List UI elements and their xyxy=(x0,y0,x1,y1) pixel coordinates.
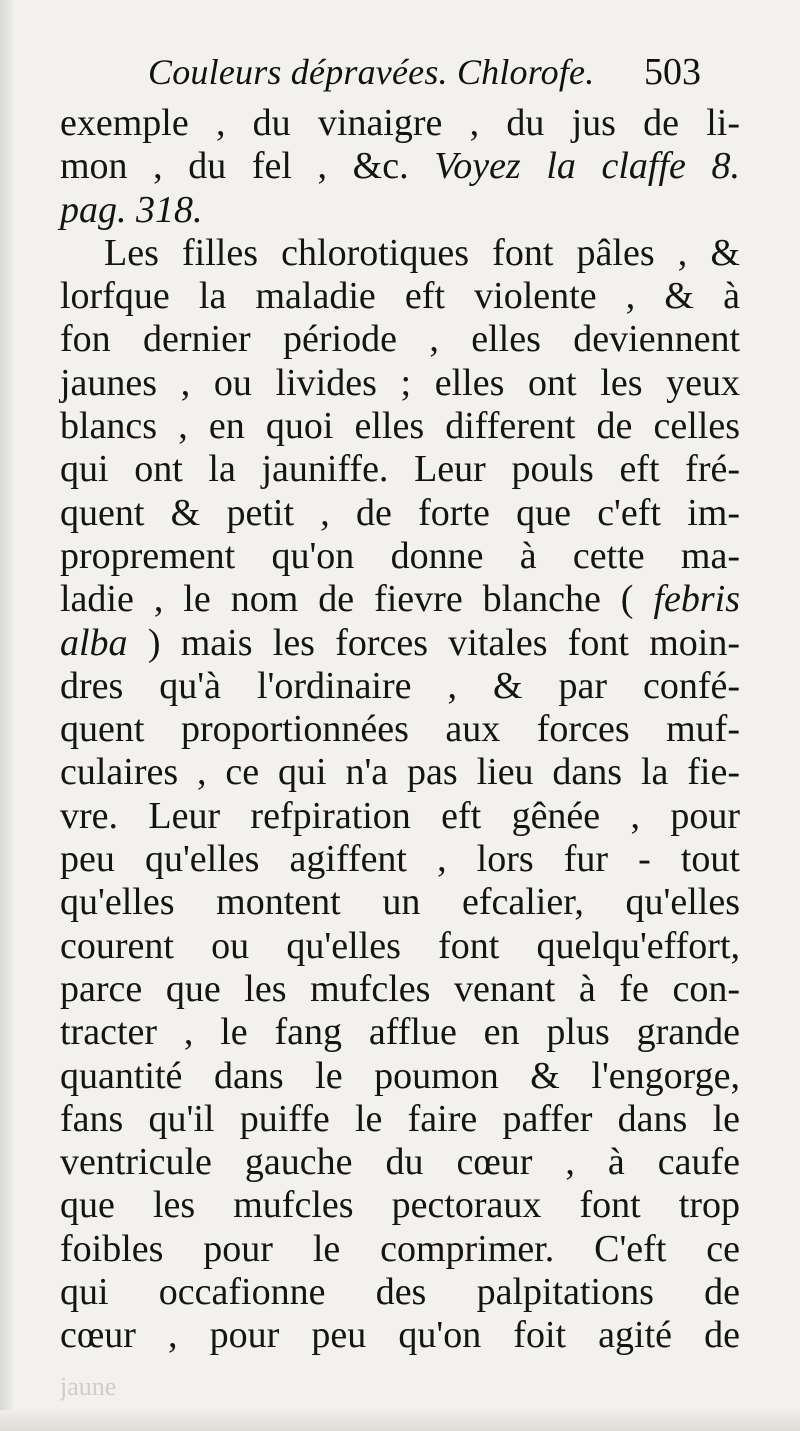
text-run: ventricule gauche du cœur , à caufe xyxy=(60,1141,740,1184)
text-line xyxy=(60,275,740,318)
text-run: cœur , pour peu qu'on foit agité de xyxy=(60,1314,740,1357)
text-line xyxy=(60,189,740,232)
text-line xyxy=(60,968,740,1011)
text-run: culaires , ce qui n'a pas lieu dans la fie- xyxy=(60,751,740,794)
bleed-through-text: jaune xyxy=(60,1372,117,1401)
italic-text-run: alba xyxy=(60,621,128,664)
text-run: que les mufcles pectoraux font trop xyxy=(60,1184,740,1227)
text-line xyxy=(60,665,740,708)
text-run: jaunes , ou livides ; elles ont les yeux xyxy=(60,361,740,404)
text-run: qu'elles montent un efcalier, qu'elles xyxy=(60,881,740,924)
text-run: fans qu'il puiffe le faire paffer dans le xyxy=(60,1097,740,1140)
text-line xyxy=(60,1184,740,1227)
page-number: 503 xyxy=(644,51,701,93)
text-line xyxy=(60,838,740,881)
text-run: fon dernier période , elles deviennent xyxy=(60,318,740,361)
text-run: quent & petit , de forte que c'eft im- xyxy=(60,491,740,534)
text-line xyxy=(60,448,740,491)
text-run: vre. Leur refpiration eft gênée , pour xyxy=(60,794,740,837)
text-run: exemple , du vinaigre , du jus de li- xyxy=(60,102,740,144)
text-line xyxy=(60,1098,740,1141)
text-line xyxy=(60,622,740,665)
text-run: ) mais les forces vitales font moin- xyxy=(127,621,740,664)
text-run: foibles pour le comprimer. C'eft ce xyxy=(60,1227,740,1270)
text-run: qui occafionne des palpitations de xyxy=(60,1271,740,1314)
text-line xyxy=(60,1011,740,1054)
text-line xyxy=(60,881,740,924)
text-run: dres qu'à l'ordinaire , & par confé- xyxy=(60,664,740,707)
text-run: parce que les mufcles venant à fe con- xyxy=(60,967,740,1010)
page-bottom-edge xyxy=(0,1410,800,1431)
text-line xyxy=(60,362,740,405)
text-run: lorfque la maladie eft violente , & à xyxy=(60,275,740,318)
text-run: courent ou qu'elles font quelqu'effort, xyxy=(60,924,740,967)
text-run: Les filles chlorotiques font pâles , & xyxy=(104,231,740,274)
text-run: tracter , le fang afflue en plus grande xyxy=(60,1011,740,1054)
text-line xyxy=(60,405,740,448)
running-title: Couleurs dépravées. Chlorofe. xyxy=(148,52,595,92)
text-line xyxy=(60,1314,740,1357)
text-line xyxy=(60,102,740,145)
text-run: quantité dans le poumon & l'engorge, xyxy=(60,1054,740,1097)
italic-text-run: febris xyxy=(653,578,740,621)
italic-text-run: pag. 318. xyxy=(60,188,203,231)
italic-text-run: Voyez la claffe 8. xyxy=(434,145,741,188)
text-line xyxy=(60,925,740,968)
text-line xyxy=(60,145,740,188)
text-line xyxy=(60,795,740,838)
text-line xyxy=(60,1228,740,1271)
text-line xyxy=(60,318,740,361)
text-run: qui ont la jauniffe. Leur pouls eft fré- xyxy=(60,448,740,491)
text-line xyxy=(60,578,740,621)
text-run: mon , du fel , &c. xyxy=(60,145,435,188)
page-gutter xyxy=(0,0,14,1431)
text-line xyxy=(60,708,740,751)
text-line xyxy=(60,1271,740,1314)
text-line xyxy=(60,232,740,275)
page-header xyxy=(148,44,748,100)
text-run: ladie , le nom de fievre blanche ( xyxy=(60,578,654,621)
text-run: quent proportionnées aux forces muf- xyxy=(60,708,740,751)
body-text xyxy=(60,102,740,1358)
text-line xyxy=(60,492,740,535)
text-line xyxy=(60,535,740,578)
text-run: proprement qu'on donne à cette ma- xyxy=(60,534,740,577)
text-line xyxy=(60,1055,740,1098)
text-line xyxy=(60,751,740,794)
text-run: peu qu'elles agiffent , lors fur - tout xyxy=(60,838,740,881)
text-run: blancs , en quoi elles different de celles xyxy=(60,405,740,448)
text-line xyxy=(60,1141,740,1184)
